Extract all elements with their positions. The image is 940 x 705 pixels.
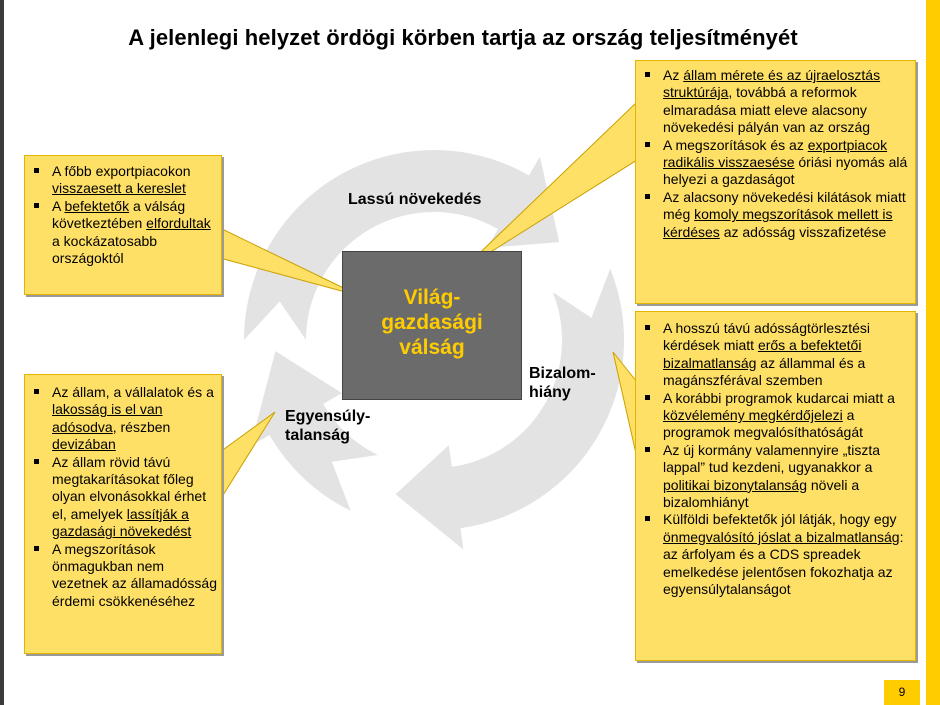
callout-box-bottom-left (24, 374, 222, 654)
trust-deficit-line-1: Bizalom- (529, 365, 596, 382)
bullet-export-demand: A főbb exportpiacokon visszaesett a kereslet (25, 163, 217, 198)
bullet-short-term-savings: Az állam rövid távú megtakarításokat főleg olyan elvonásokkal érhet el, amelyek lassítják a gazdasági növekedést (25, 454, 217, 541)
bullet-investors-turned-away: A befektetők a válság következtében elfordultak a kockázatosabb országoktól (25, 198, 217, 268)
cycle-label-trust-deficit (529, 364, 596, 402)
bullet-investor-distrust: A hosszú távú adósságtörlesztési kérdések miatt erős a befektetői bizalmatlanság az állammal és a magánszférával szemben (636, 320, 911, 390)
page-number: 9 (884, 680, 920, 705)
cycle-label-imbalance (285, 407, 370, 445)
trust-deficit-line-2: hiány (529, 384, 571, 401)
bullet-public-opinion: A korábbi programok kudarcai miatt a közvélemény megkérdőjelezi a programok megvalósíthatóságát (636, 390, 911, 442)
center-crisis-label: Világ- gazdasági válság (381, 286, 483, 359)
callout-box-bottom-right (635, 311, 916, 661)
center-crisis-box (342, 251, 522, 400)
bullet-austerity-not-enough: A megszorítások önmagukban nem vezetnek az államadósság érdemi csökkenéséhez (25, 541, 217, 611)
callout-box-top-left (24, 155, 222, 295)
bullet-state-size: Az állam mérete és az újraelosztás struktúrája, továbbá a reformok elmaradása miatt eleve alacsony növekedési pályán van az ország (636, 67, 911, 137)
bullet-self-fulfilling: Külföldi befektetők jól látják, hogy egy önmegvalósító jóslat a bizalmatlanság: az árfolyam és a CDS spreadek emelkedése jelentősen fokozhatja az egyensúlytalanságot (636, 511, 911, 598)
imbalance-line-1: Egyensúly- (285, 408, 371, 425)
bullet-debt-repayment: Az alacsony növekedési kilátások miatt még komoly megszorítások mellett is kérdéses az adósság visszafizetése (636, 189, 911, 241)
slide-title: A jelenlegi helyzet ördögi körben tartja az ország teljesítményét (128, 25, 798, 50)
bullet-new-government: Az új kormány valamennyire „tiszta lappal” tud kezdeni, ugyanakkor a politikai bizonytalanság növeli a bizalomhiányt (636, 442, 911, 512)
accent-side-bar (926, 0, 940, 705)
bullet-austerity-pressure: A megszorítások és az exportpiacok radikális visszaesése óriási nyomás alá helyezi a gazdaságot (636, 137, 911, 189)
cycle-label-slow-growth: Lassú növekedés (348, 191, 482, 208)
callout-box-top-right (635, 60, 916, 304)
bullet-indebtedness: Az állam, a vállalatok és a lakosság is el van adósodva, részben devizában (25, 384, 217, 454)
imbalance-line-2: talanság (285, 427, 350, 444)
